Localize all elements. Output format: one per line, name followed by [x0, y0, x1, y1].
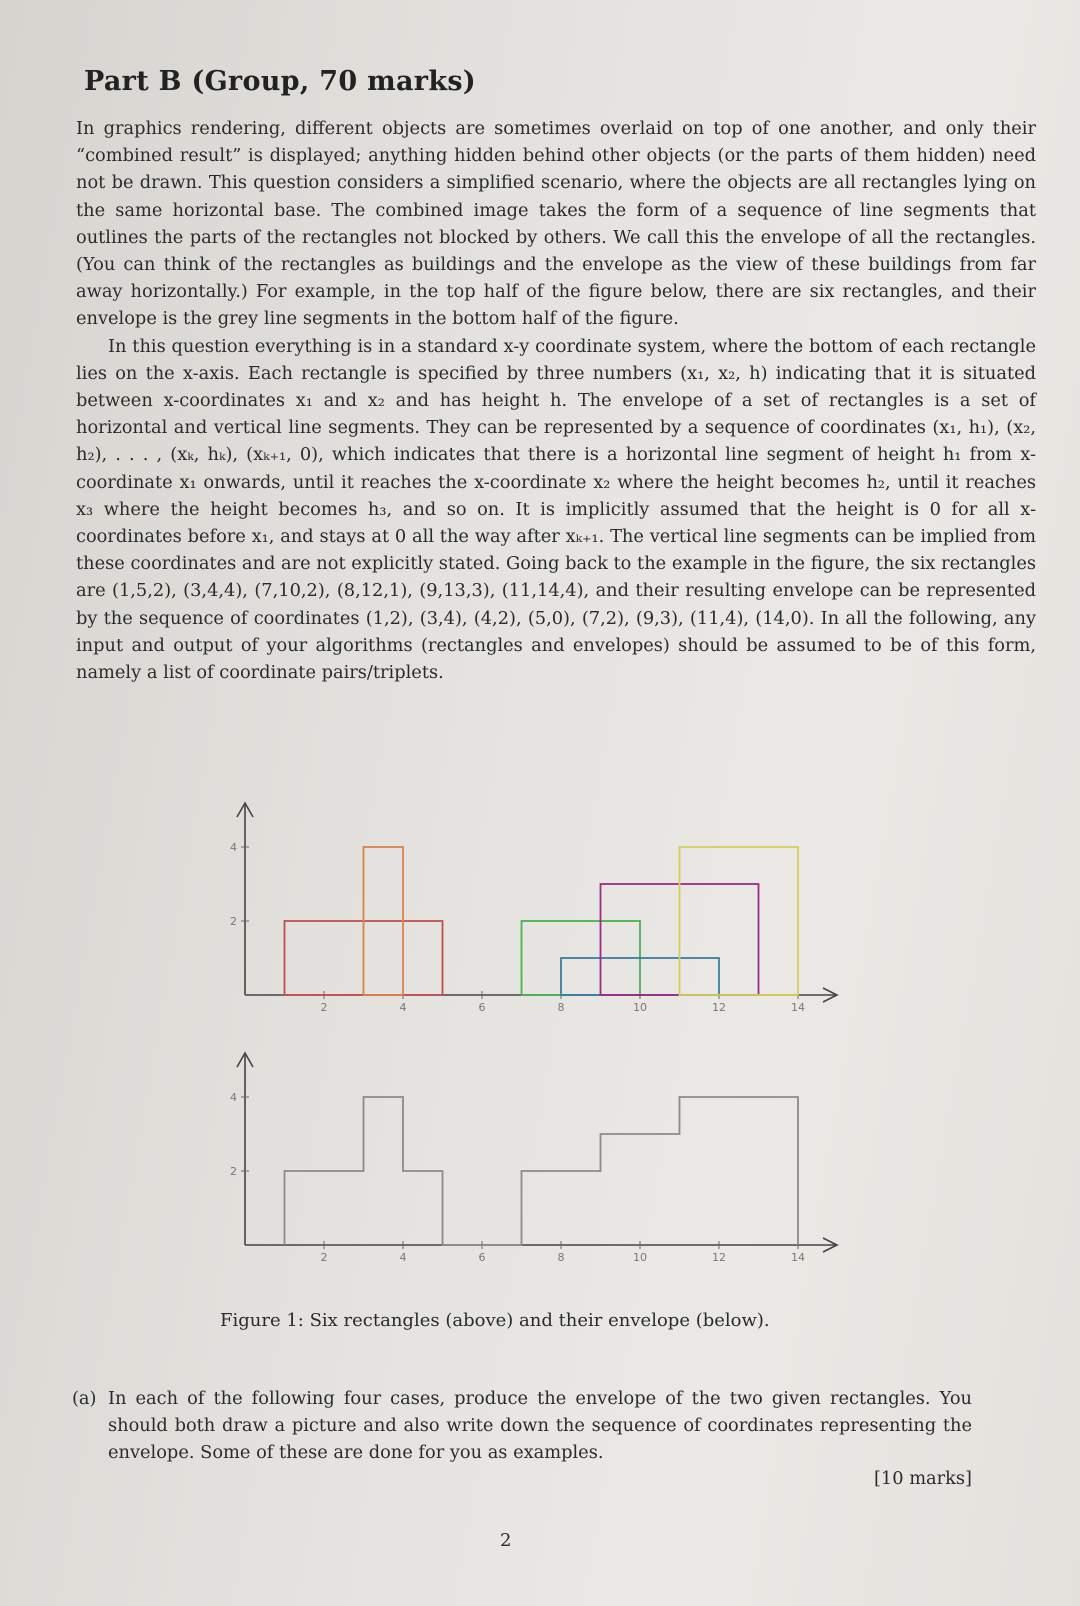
question-a: [72, 1385, 972, 1489]
bottom-x-tick-label: 6: [478, 1251, 486, 1264]
bottom-x-tick-label: 10: [633, 1251, 647, 1264]
bottom-x-tick-label: 14: [791, 1251, 805, 1264]
bottom-x-tick-label: 2: [320, 1251, 328, 1264]
bottom-y-tick-label: 2: [230, 1165, 237, 1178]
bottom-x-tick-label: 4: [399, 1251, 407, 1264]
content: [76, 66, 1036, 686]
top-x-tick-label: 4: [399, 1001, 407, 1014]
top-x-tick-label: 2: [320, 1001, 328, 1014]
envelope-plot: [230, 1053, 837, 1264]
top-y-tick-label: 4: [230, 841, 237, 854]
bottom-x-tick-label: 12: [712, 1251, 726, 1264]
page-number: 2: [500, 1530, 512, 1551]
intro-paragraph: In graphics rendering, different objects are sometimes overlaid on top of one another, and only their “combined result” is displayed; anything hidden behind other objects (or the parts of them hidden) need not be drawn. This question considers a simplified scenario, where the objects are all rectangles lying on the same horizontal base. The combined image takes the form of a sequence of line segments that outlines the parts of the rectangles not blocked by others. We call this the envelope of all the rectangles. (You can think of the rectangles as buildings and the envelope as the view of these buildings from far away horizontally.) For example, in the top half of the figure below, there are six rectangles, and their envelope is the grey line segments in the bottom half of the figure.: [76, 118, 1036, 330]
figure-caption: Figure 1: Six rectangles (above) and their envelope (below).: [220, 1310, 770, 1331]
figure-svg: [205, 795, 865, 1295]
top-x-tick-label: 12: [712, 1001, 726, 1014]
question-marks: [10 marks]: [873, 1468, 972, 1489]
top-y-tick-label: 2: [230, 915, 237, 928]
bottom-x-tick-label: 8: [557, 1251, 565, 1264]
question-label: (a): [72, 1388, 97, 1409]
rectangle: [680, 847, 799, 995]
question-text: In each of the following four cases, produce the envelope of the two given rectangles. You should both draw a picture and also write down the sequence of coordinates representing the envelope. Some of these are done for you as examples.: [108, 1388, 972, 1463]
top-x-tick-label: 14: [791, 1001, 805, 1014]
top-x-tick-label: 8: [557, 1001, 565, 1014]
definition-paragraph: In this question everything is in a standard x-y coordinate system, where the bottom of each rectangle lies on the x-axis. Each rectangle is specified by three numbers (x₁, x₂, h) indicating that it is situated between x-coordinates x₁ and x₂ and has height h. The envelope of a set of rectangles is a set of horizontal and vertical line segments. They can be represented by a sequence of coordinates (x₁, h₁), (x₂, h₂), . . . , (xₖ, hₖ), (xₖ₊₁, 0), which indicates that there is a horizontal line segment of height h₁ from x-coordinate x₁ onwards, until it reaches the x-coordinate x₂ where the height becomes h₂, until it reaches x₃ where the height becomes h₃, and so on. It is implicitly assumed that the height is 0 for all x-coordinates before x₁, and stays at 0 all the way after xₖ₊₁. The vertical line segments can be implied from these coordinates and are not explicitly stated. Going back to the example in the figure, the six rectangles are (1,5,2), (3,4,4), (7,10,2), (8,12,1), (9,13,3), (11,14,4), and their resulting envelope can be represented by the sequence of coordinates (1,2), (3,4), (4,2), (5,0), (7,2), (9,3), (11,4), (14,0). In all the following, any input and output of your algorithms (rectangles and envelopes) should be assumed to be of this form, namely a list of coordinate pairs/triplets.: [76, 335, 1036, 684]
section-heading: Part B (Group, 70 marks): [84, 66, 476, 97]
rectangles-plot: [230, 803, 837, 1014]
envelope-line: [285, 1097, 799, 1245]
bottom-y-tick-label: 4: [230, 1091, 237, 1104]
figure: [205, 795, 865, 1295]
top-x-tick-label: 6: [478, 1001, 486, 1014]
top-x-tick-label: 10: [633, 1001, 647, 1014]
